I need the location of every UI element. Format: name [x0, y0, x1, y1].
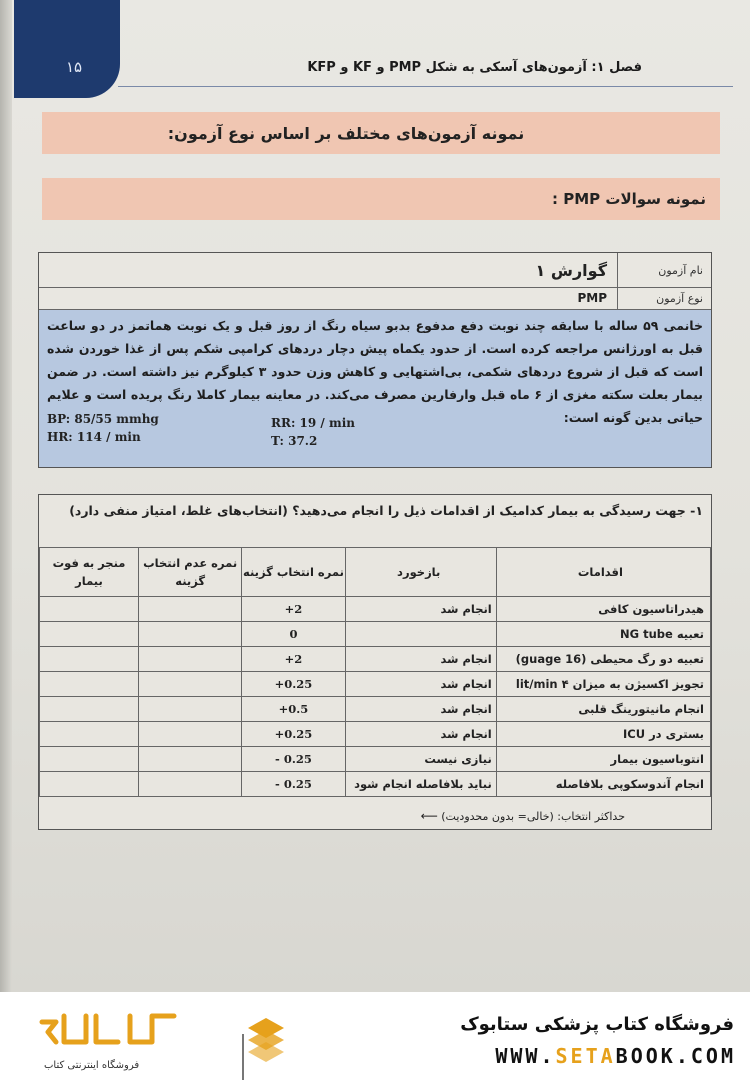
row-feedback: نیازی نیست — [345, 747, 496, 772]
question-text: ۱- جهت رسیدگی به بیمار کدامیک از اقدامات ذیل را انجام می‌دهید؟ (انتخاب‌های غلط، امتیاز منفی دارد) — [69, 503, 703, 518]
store-name: فروشگاه کتاب پزشکی ستابوک — [460, 1014, 734, 1035]
answer-table — [39, 547, 711, 797]
exam-type-label: نوع آزمون — [617, 287, 711, 309]
row-score: - 0.25 — [242, 772, 345, 797]
row-feedback: انجام شد — [345, 647, 496, 672]
row-action: هیدراتاسیون کافی — [496, 597, 710, 622]
row-score: +0.5 — [242, 697, 345, 722]
row-score: +0.25 — [242, 672, 345, 697]
row-action: بستری در ICU — [496, 722, 710, 747]
vital-rr: RR: 19 / min — [271, 416, 355, 430]
row-death — [40, 697, 139, 722]
table-row — [40, 597, 711, 622]
row-death — [40, 772, 139, 797]
row-death — [40, 722, 139, 747]
row-death — [40, 747, 139, 772]
exam-name-value: گوارش ۱ — [535, 260, 607, 280]
row-feedback: انجام شد — [345, 672, 496, 697]
row-action: تعبیه NG tube — [496, 622, 710, 647]
store-url[interactable] — [495, 1044, 736, 1068]
header-divider — [118, 86, 733, 87]
case-description — [39, 310, 711, 467]
row-score: +0.25 — [242, 722, 345, 747]
row-no-select — [138, 597, 241, 622]
vital-bp: BP: 85/55 mmhg — [47, 412, 159, 426]
sub-title: نمونه سوالات PMP : — [552, 190, 706, 208]
url-suffix: BOOK.COM — [615, 1044, 736, 1068]
header-no-select: نمره عدم انتخاب گزینه — [138, 548, 241, 597]
row-death — [40, 672, 139, 697]
main-title-band — [42, 112, 720, 154]
row-no-select — [138, 647, 241, 672]
row-score: - 0.25 — [242, 747, 345, 772]
vital-hr: HR: 114 / min — [47, 430, 141, 444]
row-feedback — [345, 622, 496, 647]
arrow-left-icon: ⟵ — [420, 809, 438, 823]
subtitle-band — [42, 178, 720, 220]
exam-report-box — [38, 252, 712, 468]
selection-limit — [421, 809, 625, 823]
row-action: تجویز اکسیژن به میزان ۴ lit/min — [496, 672, 710, 697]
row-action: انجام آندوسکوپی بلافاصله — [496, 772, 710, 797]
table-row — [40, 647, 711, 672]
row-no-select — [138, 697, 241, 722]
page-number-tab — [14, 0, 120, 98]
row-score: 0 — [242, 622, 345, 647]
row-action: انجام مانیتورینگ قلبی — [496, 697, 710, 722]
row-score: +2 — [242, 597, 345, 622]
logo-tagline: فروشگاه اینترنتی کتاب — [44, 1060, 140, 1071]
page-edge — [0, 0, 12, 992]
row-no-select — [138, 772, 241, 797]
row-death — [40, 647, 139, 672]
main-title: نمونه آزمون‌های مختلف بر اساس نوع آزمون: — [167, 123, 525, 143]
table-row — [40, 622, 711, 647]
table-header-row — [40, 548, 711, 597]
row-feedback: انجام شد — [345, 697, 496, 722]
url-accent: SETA — [555, 1044, 616, 1068]
exam-type-row — [39, 287, 711, 310]
row-no-select — [138, 672, 241, 697]
store-logo — [34, 1008, 284, 1072]
question-box — [38, 494, 712, 830]
row-no-select — [138, 722, 241, 747]
case-text: خانمی ۵۹ ساله با سابقه چند نوبت دفع مدفوع بدبو سیاه رنگ از روز قبل و یک نوبت هماتمز در دو ساعت قبل به اورژانس مراجعه کرده است. از حدود یکماه پیش دچار دردهای کرامپی شکم پس از غذا خوردن شده است که قبل از شروع دردهای شکمی، بی‌اشتهایی و کاهش وزن حدود ۳ کیلوگرم نیز داشته است. در ضمن بیمار بعلت سکته مغزی از ۶ ماه قبل وارفارین مصرف می‌کند. در معاینه بیمار کاملا رنگ پریده است و علایم حیاتی بدین گونه است: — [47, 318, 703, 425]
vital-temp: T: 37.2 — [271, 434, 318, 448]
chapter-heading: فصل ۱: آزمون‌های آسکی به شکل PMP و KF و KFP — [307, 60, 642, 75]
table-row — [40, 722, 711, 747]
row-feedback: انجام شد — [345, 722, 496, 747]
page-number: ۱۵ — [66, 58, 83, 76]
row-score: +2 — [242, 647, 345, 672]
table-row — [40, 697, 711, 722]
logo-divider — [242, 1034, 244, 1080]
row-action: تعبیه دو رگ محیطی (16 guage) — [496, 647, 710, 672]
header-action: اقدامات — [496, 548, 710, 597]
header-score: نمره انتخاب گزینه — [242, 548, 345, 597]
table-row — [40, 672, 711, 697]
row-death — [40, 597, 139, 622]
row-death — [40, 622, 139, 647]
store-footer — [0, 992, 750, 1080]
header-death: منجر به فوت بیمار — [40, 548, 139, 597]
exam-name-label: نام آزمون — [617, 253, 711, 287]
row-feedback: انجام شد — [345, 597, 496, 622]
exam-type-value: PMP — [577, 291, 607, 305]
table-row — [40, 772, 711, 797]
exam-name-row — [39, 253, 711, 288]
selection-limit-text: حداکثر انتخاب: (خالی= بدون محدودیت) — [441, 810, 625, 823]
table-row — [40, 747, 711, 772]
url-prefix: WWW. — [495, 1044, 556, 1068]
header-feedback: بازخورد — [345, 548, 496, 597]
row-action: انتوباسیون بیمار — [496, 747, 710, 772]
row-no-select — [138, 622, 241, 647]
row-no-select — [138, 747, 241, 772]
row-feedback: نباید بلافاصله انجام شود — [345, 772, 496, 797]
